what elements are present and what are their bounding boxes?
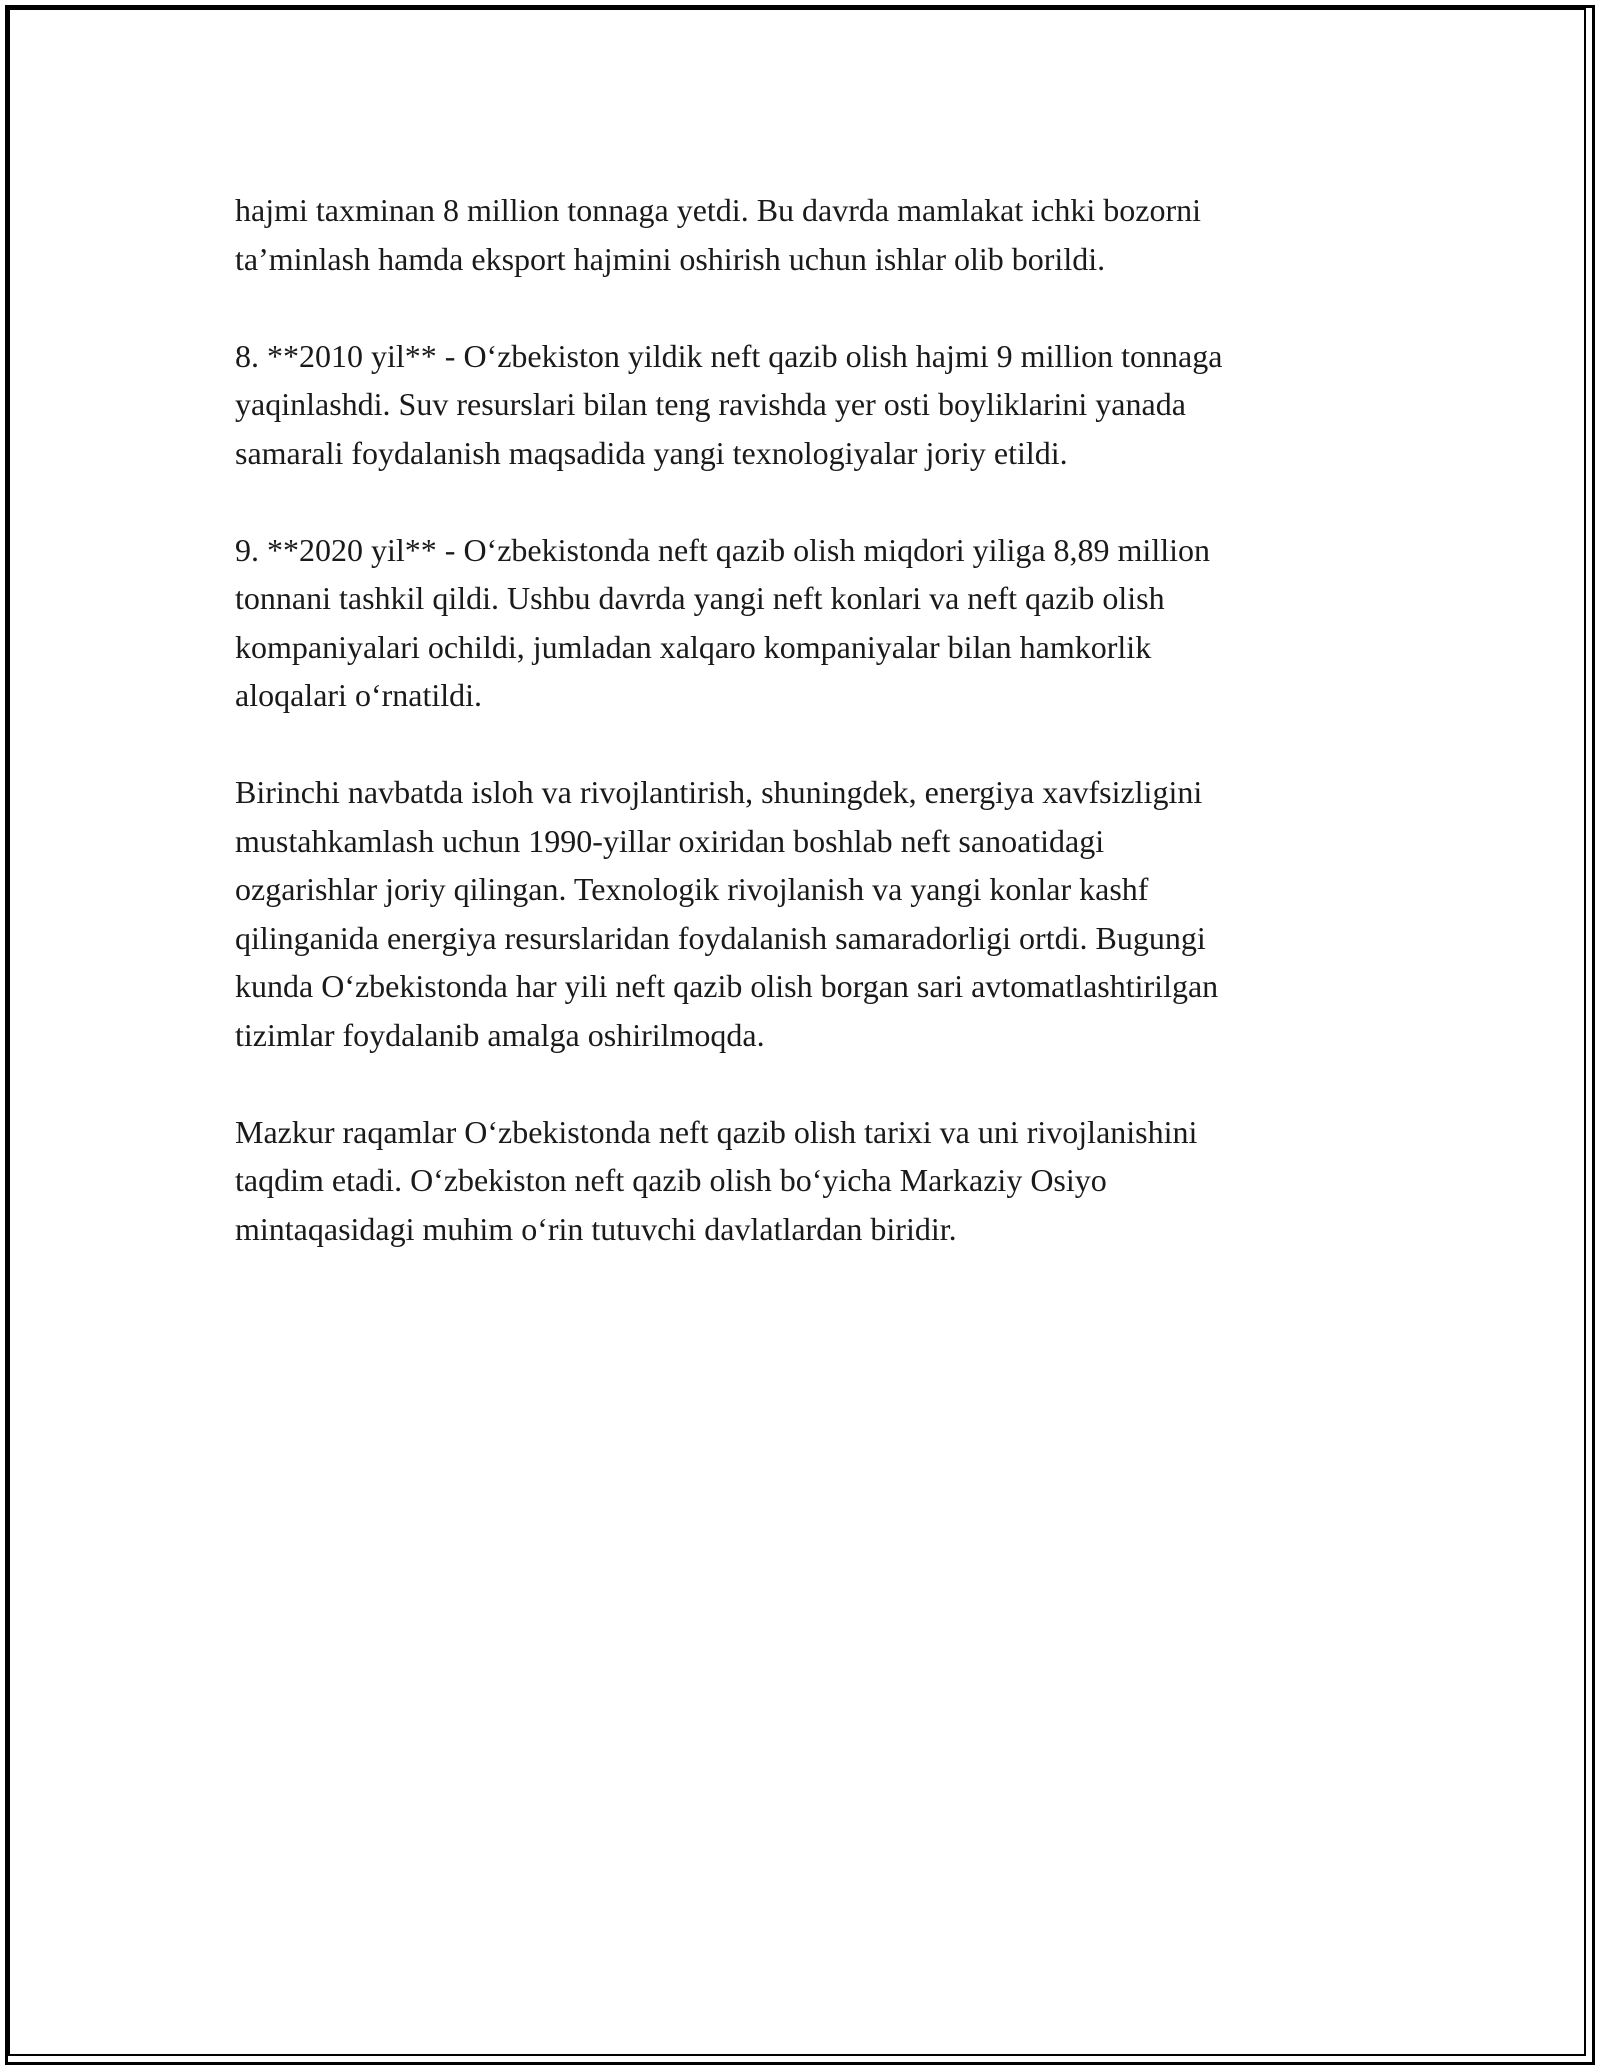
text-line: ozgarishlar joriy qilingan. Texnologik rivojlanish va yangi konlar kashf [235, 871, 1149, 907]
document-body [235, 186, 1385, 1302]
text-line: Mazkur raqamlar O‘zbekistonda neft qazib olish tarixi va uni rivojlanishini [235, 1113, 1198, 1150]
text-line: taqdim etadi. O‘zbekiston neft qazib olish bo‘yicha Markaziy Osiyo [235, 1162, 1107, 1198]
text-line: hajmi taxminan 8 million tonnaga yetdi. Bu davrda mamlakat ichki bozorni [235, 192, 1201, 228]
text-line: yaqinlashdi. Suv resurslari bilan teng ravishda yer osti boyliklarini yanada [235, 386, 1186, 422]
text-line: tizimlar foydalanib amalga oshirilmoqda. [235, 1016, 765, 1053]
paragraph-conclusion [235, 1108, 1385, 1254]
list-item-2010 [235, 332, 1385, 478]
text-line: samarali foydalanish maqsadida yangi texnologiyalar joriy etildi. [235, 434, 1068, 471]
text-line: Birinchi navbatda isloh va rivojlantirish, shuningdek, energiya xavfsizligini [235, 774, 1203, 810]
text-line: ta’minlash hamda eksport hajmini oshirish uchun ishlar olib borildi. [235, 240, 1106, 277]
paragraph-development [235, 768, 1385, 1059]
text-line: qilinganida energiya resurslaridan foydalanish samaradorligi ortdi. Bugungi [235, 919, 1206, 956]
text-line: tonnani tashkil qildi. Ushbu davrda yangi neft konlari va neft qazib olish [235, 580, 1165, 616]
text-line: mustahkamlash uchun 1990-yillar oxiridan boshlab neft sanoatidagi [235, 822, 1105, 859]
list-item-2020 [235, 526, 1385, 720]
text-line: kompaniyalari ochildi, jumladan xalqaro kompaniyalar bilan hamkorlik [235, 628, 1152, 665]
text-line: 8. **2010 yil** - O‘zbekiston yildik neft qazib olish hajmi 9 million tonnaga [235, 337, 1223, 374]
text-line: 9. **2020 yil** - O‘zbekistonda neft qazib olish miqdori yiliga 8,89 million [235, 531, 1210, 568]
text-line: mintaqasidagi muhim o‘rin tutuvchi davlatlardan biridir. [235, 1210, 957, 1247]
text-line: aloqalari o‘rnatildi. [235, 677, 483, 713]
text-line: kunda O‘zbekistonda har yili neft qazib olish borgan sari avtomatlashtirilgan [235, 968, 1219, 1004]
paragraph-continuation [235, 186, 1385, 283]
